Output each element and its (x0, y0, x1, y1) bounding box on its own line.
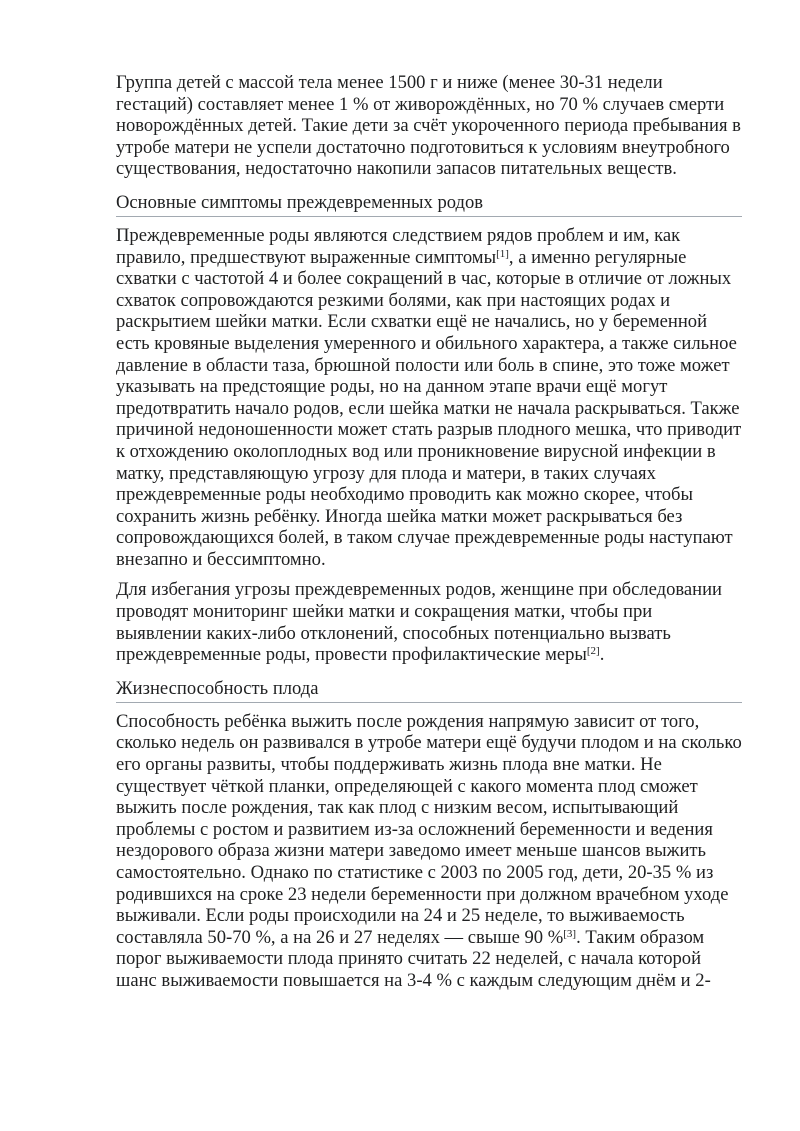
paragraph-text-continued: . (599, 644, 605, 666)
paragraph-text: Способность ребёнка выжить после рождения напрямую зависит от того, сколько недель он развивался в утробе матери ещё будучи плодом и на сколько его органы развиты, чтобы поддерживать жизнь плода вне матки. Не существует чёткой планки, определяющей с какого момента плод сможет выжить после рождения, так как плод с низким весом, испытывающий проблемы с ростом и развитием из-за осложнений беременности и ведения нездорового образа жизни матери заведомо имеет меньше шансов выжить самостоятельно. Однако по статистике с 2003 по 2005 год, дети, 20-35 % из родившихся на сроке 23 недели беременности при должном врачебном уходе выживали. Если роды происходили на 24 и 25 неделе, то выживаемость составляла 50-70 %, а на 26 и 27 неделях — свыше 90 % (116, 710, 742, 948)
reference-link-3[interactable]: [3] (563, 927, 577, 940)
section-heading-viability: Жизнеспособность плода (116, 678, 742, 703)
paragraph-symptoms (116, 225, 742, 571)
paragraph-text: Для избегания угрозы преждевременных родов, женщине при обследовании проводят мониторинг шейки матки и сокращения матки, чтобы при выявлении каких-либо отклонений, способных потенциально вызвать преждевременные роды, провести профилактические меры (116, 579, 723, 666)
paragraph-intro: Группа детей с массой тела менее 1500 г и ниже (менее 30-31 недели гестаций) составляет менее 1 % от живорождённых, но 70 % случаев смерти новорождённых детей. Такие дети за счёт укороченного периода пребывания в утробе матери не успели достаточно подготовиться к условиям внеутробного существования, недостаточно накопили запасов питательных веществ. (116, 72, 741, 180)
paragraph-text-continued: . Таким образом порог выживаемости плода принято считать 22 неделей, с начала которой шанс выживаемости повышается на 3-4 % с каждым следующим днём и 2- (116, 926, 711, 991)
paragraph-text: Преждевременные роды являются следствием рядов проблем и им, как правило, предшествуют выраженные симптомы (116, 224, 681, 268)
document-page (116, 72, 742, 1001)
paragraph-viability (116, 711, 742, 992)
reference-link-2[interactable]: [2] (586, 645, 600, 658)
reference-link-1[interactable]: [1] (496, 247, 509, 260)
section-heading-symptoms: Основные симптомы преждевременных родов (116, 192, 742, 217)
paragraph-prevention (116, 579, 742, 665)
paragraph-text-continued: , а именно регулярные схватки с частотой 4 и более сокращений в час, которые в отличие от ложных схваток сопровождаются резкими болями, как при настоящих родах и раскрытием шейки матки. Если схватки ещё не начались, но у беременной есть кровяные выделения умеренного и обильного характера, а также сильное давление в области таза, брюшной полости или боль в спине, это тоже может указывать на предстоящие роды, но на данном этапе врачи ещё могут предотвратить начало родов, если шейка матки не начала раскрываться. Также причиной недоношенности может стать разрыв плодного мешка, что приводит к отхождению околоплодных вод или проникновение вирусной инфекции в матку, представляющую угрозу для плода и матери, в таких случаях преждевременные роды необходимо проводить как можно скорее, чтобы сохранить жизнь ребёнку. Иногда шейка матки может раскрываться без сопровождающихся болей, в таком случае преждевременные роды наступают внезапно и бессимптомно. (116, 246, 742, 570)
